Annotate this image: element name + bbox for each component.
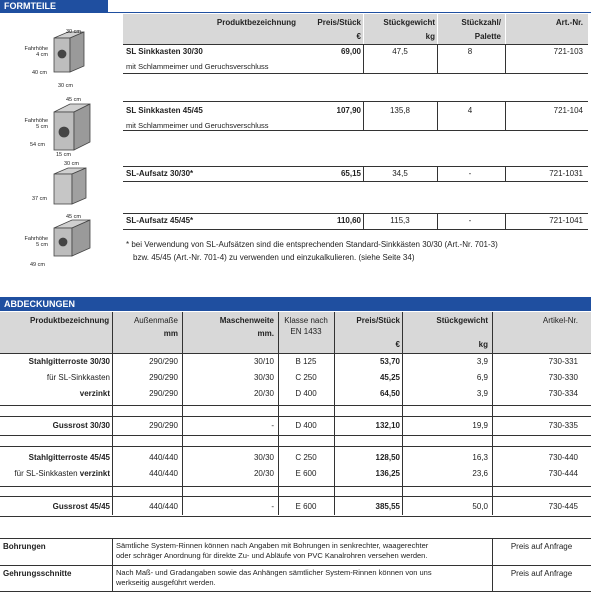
qty: - (468, 169, 472, 178)
row-klasse: B 125 (295, 357, 317, 366)
extra-text: Nach Maß- und Gradangaben sowie das Anhängen sämtlicher System-Rinnen können von uns (116, 568, 432, 577)
row-gewicht: 3,9 (476, 389, 488, 398)
formteile-row (123, 213, 588, 230)
extra-price: Preis auf Anfrage (510, 569, 573, 578)
row-art: 730-335 (548, 421, 578, 430)
dim-label: 45 cm (66, 97, 81, 103)
dim-label: 30 cm (58, 83, 73, 89)
row-preis: 136,25 (375, 469, 400, 478)
product-name: SL Sinkkasten 30/30 (126, 47, 203, 56)
header-gewicht-unit: kg (425, 32, 435, 41)
row-masch: 20/30 (253, 469, 274, 478)
qty: - (468, 216, 472, 225)
footnote-line-1: * bei Verwendung von SL-Aufsätzen sind die entsprechenden Standard-Sinkkästen 30/30 (Art.-Nr. 701-3) (126, 240, 498, 249)
dim-label: 54 cm (30, 142, 45, 148)
row-gewicht: 6,9 (476, 373, 488, 382)
row-masch: 30/10 (253, 357, 274, 366)
row-aussen: 290/290 (149, 421, 178, 430)
row-preis: 132,10 (375, 421, 400, 430)
row-masch: 30/30 (253, 453, 274, 462)
dim-label: 30 cm (64, 161, 79, 167)
art-nr: 721-103 (553, 47, 583, 56)
weight: 34,5 (392, 169, 408, 178)
abdeckungen-header (0, 312, 591, 353)
header-art: Artikel-Nr. (542, 316, 578, 325)
row-aussen: 440/440 (149, 453, 178, 462)
dim-label: 45 cm (66, 214, 81, 220)
extra-text: oder schräger Anordnung für direkte Zu- und Abläufe von PVC Kanalrohren versehen werden. (116, 551, 428, 560)
art-nr: 721-104 (553, 106, 583, 115)
dim-label: Fahrhöhe 5 cm (24, 236, 48, 248)
header-art: Art.-Nr. (555, 18, 583, 27)
row-preis: 53,70 (379, 357, 400, 366)
art-nr: 721-1041 (549, 216, 583, 225)
qty: 8 (467, 47, 473, 56)
header-preis-unit: € (395, 340, 400, 349)
dim-label: 15 cm (56, 152, 71, 158)
extra-label: Gehrungsschnitte (3, 569, 72, 578)
row-name: Stahlgitterroste 45/45 (28, 453, 110, 462)
row-masch: - (271, 421, 274, 430)
row-klasse: D 400 (295, 389, 317, 398)
header-gewicht: Stückgewicht (436, 316, 488, 325)
price: 107,90 (336, 106, 361, 115)
header-stueckzahl: Stückzahl/ (461, 18, 501, 27)
row-gewicht: 3,9 (476, 357, 488, 366)
row-art: 730-334 (548, 389, 578, 398)
row-preis: 128,50 (375, 453, 400, 462)
row-name: Stahlgitterroste 30/30 (28, 357, 110, 366)
row-name: für SL-Sinkkasten (46, 373, 110, 382)
formteile-row (123, 166, 588, 182)
product-sub: mit Schlammeimer und Geruchsverschluss (126, 62, 269, 71)
row-name-text: für SL-Sinkkasten (14, 469, 78, 478)
row-aussen: 290/290 (149, 357, 178, 366)
row-klasse: D 400 (295, 421, 317, 430)
dim-label: Fahrhöhe 4 cm (24, 46, 48, 58)
price: 69,00 (340, 47, 361, 56)
formteile-row (123, 101, 588, 131)
product-sub: mit Schlammeimer und Geruchsverschluss (126, 121, 269, 130)
weight: 135,8 (389, 106, 411, 115)
dim-label: Fahrhöhe 5 cm (24, 118, 48, 130)
header-klasse-1: Klasse nach (284, 316, 328, 325)
product-name: SL-Aufsatz 45/45* (126, 216, 194, 225)
section-title-formteile: FORMTEILE (0, 0, 108, 12)
header-palette: Palette (474, 32, 501, 41)
row-masch: - (271, 502, 274, 511)
row-aussen: 440/440 (149, 469, 178, 478)
row-art: 730-440 (548, 453, 578, 462)
row-art: 730-445 (548, 502, 578, 511)
row-preis: 45,25 (379, 373, 400, 382)
row-gewicht: 50,0 (472, 502, 488, 511)
row-klasse: E 600 (295, 502, 317, 511)
extra-text: werkseitig ausgeführt werden. (116, 578, 216, 587)
extra-text: Sämtliche System-Rinnen können nach Angaben mit Bohrungen in senkrechter, waagerechter (116, 541, 429, 550)
extra-price: Preis auf Anfrage (510, 542, 573, 551)
row-gewicht: 23,6 (472, 469, 488, 478)
section-title-abdeckungen: ABDECKUNGEN (0, 297, 591, 311)
header-preis-unit: € (356, 32, 361, 41)
row-preis: 64,50 (379, 389, 400, 398)
product-drawings (0, 14, 120, 274)
row-name: Gussrost 30/30 (52, 421, 110, 430)
row-name: verzinkt (79, 389, 110, 398)
row-masch: 20/30 (253, 389, 274, 398)
formteile-row (123, 44, 588, 74)
row-preis: 385,55 (375, 502, 400, 511)
qty: 4 (467, 106, 473, 115)
row-gewicht: 19,9 (472, 421, 488, 430)
header-aussen: Außenmaße (133, 316, 178, 325)
header-gewicht: Stückgewicht (383, 18, 435, 27)
formteile-header (123, 14, 588, 44)
price: 110,60 (336, 216, 361, 225)
price: 65,15 (340, 169, 361, 178)
row-klasse: C 250 (295, 373, 317, 382)
row-art: 730-444 (548, 469, 578, 478)
header-preis: Preis/Stück (356, 316, 400, 325)
dim-label: 37 cm (32, 196, 47, 202)
row-masch: 30/30 (253, 373, 274, 382)
extra-label: Bohrungen (3, 542, 46, 551)
row-klasse: C 250 (295, 453, 317, 462)
row-name: Gussrost 45/45 (52, 502, 110, 511)
dim-label: 30 cm (66, 29, 81, 35)
row-aussen: 290/290 (149, 373, 178, 382)
row-aussen: 290/290 (149, 389, 178, 398)
footnote-line-2: bzw. 45/45 (Art.-Nr. 701-4) zu verwenden und einzukalkulieren. (siehe Seite 34) (133, 253, 415, 262)
weight: 115,3 (390, 216, 410, 225)
dim-label: 40 cm (32, 70, 47, 76)
divider (0, 12, 591, 13)
header-preis: Preis/Stück (317, 18, 361, 27)
header-masch: Maschenweite (219, 316, 274, 325)
row-art: 730-331 (548, 357, 578, 366)
header-produkt: Produktbezeichnung (216, 18, 296, 27)
row-aussen: 440/440 (149, 502, 178, 511)
dim-label: 49 cm (30, 262, 45, 268)
row-art: 730-330 (548, 373, 578, 382)
header-gewicht-unit: kg (478, 340, 488, 349)
row-name (0, 469, 110, 478)
header-klasse-2: EN 1433 (290, 327, 322, 336)
art-nr: 721-1031 (549, 169, 583, 178)
row-gewicht: 16,3 (472, 453, 488, 462)
header-produkt: Produktbezeichnung (30, 316, 110, 325)
weight: 47,5 (392, 47, 408, 56)
header-aussen-unit: mm (163, 329, 178, 338)
header-masch-unit: mm. (257, 329, 274, 338)
product-name: SL Sinkkasten 45/45 (126, 106, 203, 115)
row-name-bold: verzinkt (79, 469, 110, 478)
product-name: SL-Aufsatz 30/30* (126, 169, 194, 178)
row-klasse: E 600 (295, 469, 317, 478)
